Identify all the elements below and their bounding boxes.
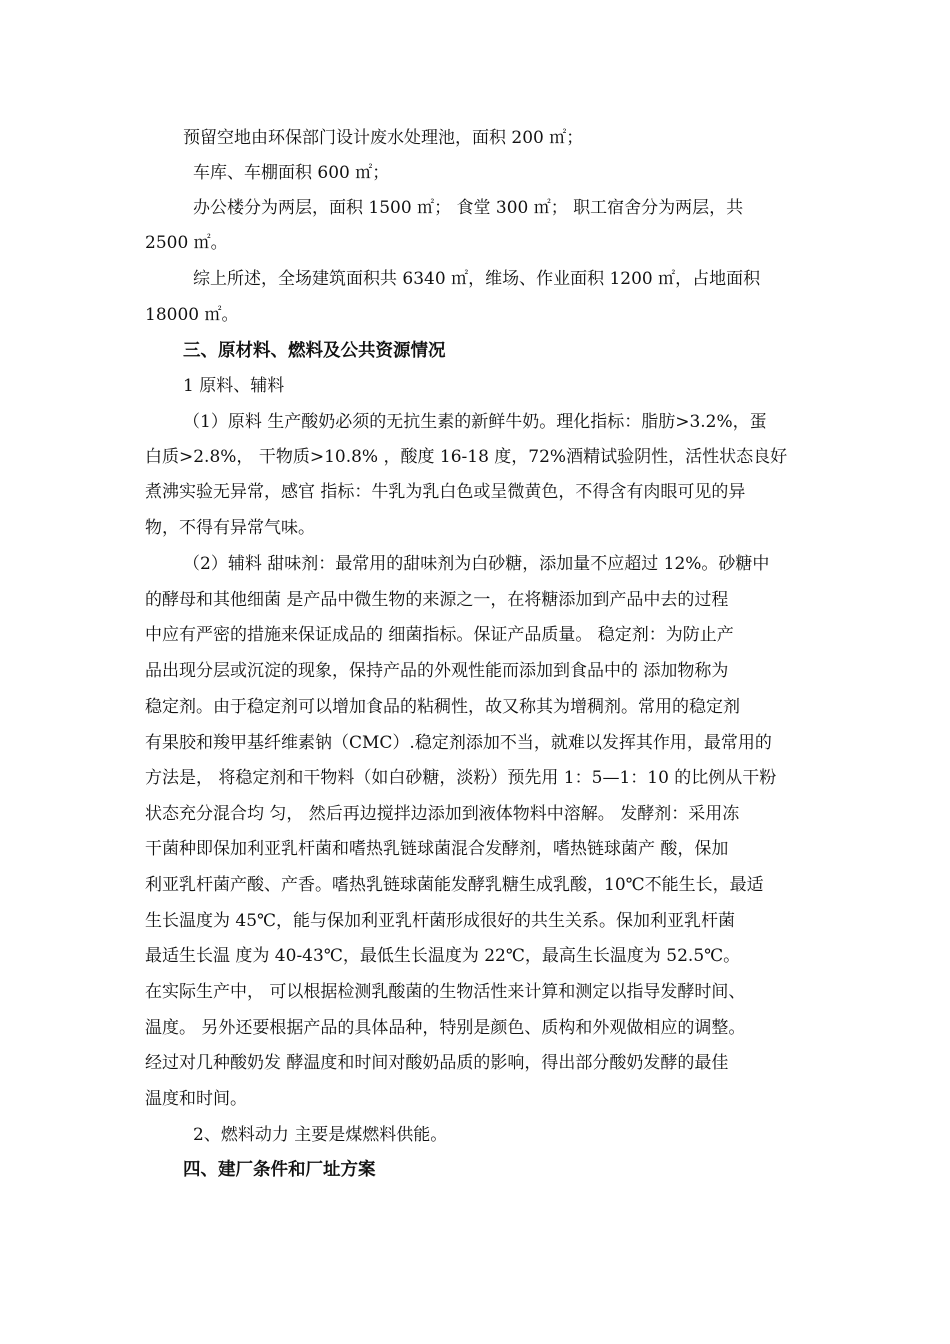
paragraph-line: 稳定剂。由于稳定剂可以增加食品的粘稠性，故又称其为增稠剂。常用的稳定剂 <box>145 697 740 717</box>
paragraph-line: （2）辅料 甜味剂：最常用的甜味剂为白砂糖，添加量不应超过 12%。砂糖中 <box>183 554 770 574</box>
paragraph-line: 经过对几种酸奶发 酵温度和时间对酸奶品质的影响，得出部分酸奶发酵的最佳 <box>145 1053 729 1073</box>
paragraph-line: 方法是， 将稳定剂和干物料（如白砂糖，淡粉）预先用 1：5—1：10 的比例从干粉 <box>145 768 777 788</box>
paragraph-line: 2500 ㎡。 <box>145 233 228 253</box>
section-heading: 三、原材料、燃料及公共资源情况 <box>183 341 446 361</box>
paragraph-line: 综上所述，全场建筑面积共 6340 ㎡，维场、作业面积 1200 ㎡，占地面积 <box>193 269 761 289</box>
paragraph-line: 最适生长温 度为 40-43℃，最低生长温度为 22℃，最高生长温度为 52.5℃。 <box>145 946 741 966</box>
section-heading: 四、建厂条件和厂址方案 <box>183 1160 376 1180</box>
paragraph-line: 温度和时间。 <box>145 1089 247 1109</box>
paragraph-line: 干菌种即保加利亚乳杆菌和嗜热乳链球菌混合发酵剂，嗜热链球菌产 酸，保加 <box>145 839 729 859</box>
paragraph-line: （1）原料 生产酸奶必须的无抗生素的新鲜牛奶。理化指标：脂肪>3.2%，蛋 <box>183 412 767 432</box>
paragraph-line: 温度。 另外还要根据产品的具体品种，特别是颜色、质构和外观做相应的调整。 <box>145 1018 746 1038</box>
paragraph-line: 状态充分混合均 匀， 然后再边搅拌边添加到液体物料中溶解。 发酵剂：采用冻 <box>145 804 740 824</box>
paragraph-line: 办公楼分为两层，面积 1500 ㎡； 食堂 300 ㎡； 职工宿舍分为两层，共 <box>193 198 744 218</box>
paragraph-line: 物，不得有异常气味。 <box>145 518 315 538</box>
paragraph-line: 白质>2.8%， 干物质>10.8% ，酸度 16-18 度，72%酒精试验阴性，活性状态良好 <box>145 447 788 467</box>
paragraph-line: 的酵母和其他细菌 是产品中微生物的来源之一，在将糖添加到产品中去的过程 <box>145 590 729 610</box>
paragraph-line: 预留空地由环保部门设计废水处理池，面积 200 ㎡； <box>183 128 584 148</box>
subsection-heading: 1 原料、辅料 <box>183 376 285 396</box>
subsection-heading: 2、燃料动力 主要是煤燃料供能。 <box>193 1125 448 1145</box>
paragraph-line: 品出现分层或沉淀的现象，保持产品的外观性能而添加到食品中的 添加物称为 <box>145 661 729 681</box>
paragraph-line: 煮沸实验无异常，感官 指标：牛乳为乳白色或呈微黄色，不得含有肉眼可见的异 <box>145 482 746 502</box>
paragraph-line: 18000 ㎡。 <box>145 305 239 325</box>
paragraph-line: 利亚乳杆菌产酸、产香。嗜热乳链球菌能发酵乳糖生成乳酸，10℃不能生长，最适 <box>145 875 764 895</box>
paragraph-line: 有果胶和羧甲基纤维素钠（CMC）.稳定剂添加不当，就难以发挥其作用，最常用的 <box>145 733 772 753</box>
paragraph-line: 车库、车棚面积 600 ㎡； <box>193 163 390 183</box>
paragraph-line: 中应有严密的措施来保证成品的 细菌指标。保证产品质量。 稳定剂：为防止产 <box>145 625 734 645</box>
paragraph-line: 生长温度为 45℃，能与保加利亚乳杆菌形成很好的共生关系。保加利亚乳杆菌 <box>145 911 736 931</box>
paragraph-line: 在实际生产中， 可以根据检测乳酸菌的生物活性来计算和测定以指导发酵时间、 <box>145 982 746 1002</box>
